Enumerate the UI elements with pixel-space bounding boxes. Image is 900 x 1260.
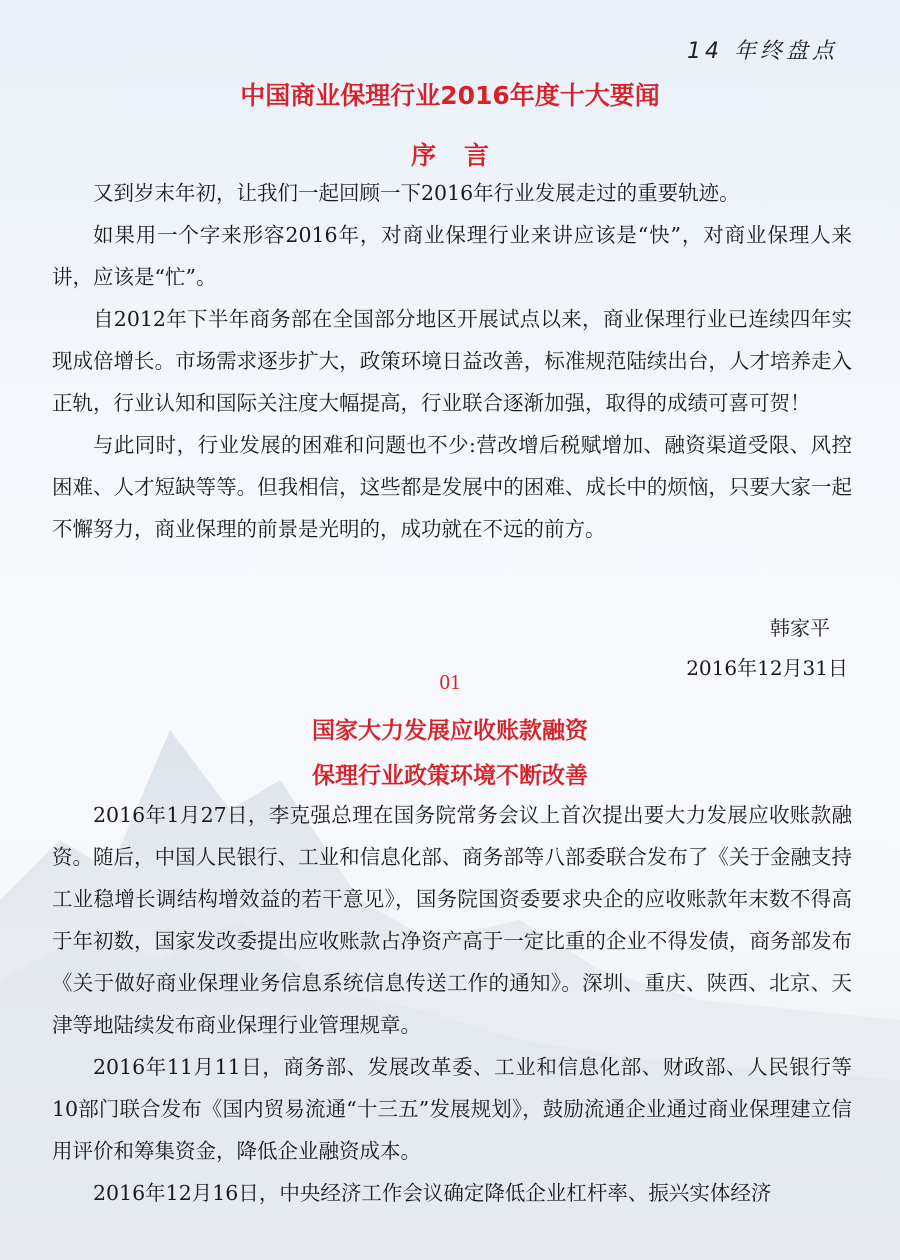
preface-paragraph: 又到岁末年初，让我们一起回顾一下2016年行业发展走过的重要轨迹。 — [93, 181, 740, 205]
preface-heading: 序言 — [410, 141, 517, 170]
section-title-line-1: 国家大力发展应收账款融资 — [312, 717, 588, 744]
preface-paragraph: 如果用一个字来形容2016年，对商业保理行业来讲应该是“快”，对商业保理人来讲，应该是“忙”。 — [52, 223, 852, 289]
section-paragraph: 2016年12月16日，中央经济工作会议确定降低企业杠杆率、振兴实体经济 — [93, 1181, 772, 1205]
page-title: 中国商业保理行业2016年度十大要闻 — [240, 81, 660, 110]
section-paragraph: 2016年1月27日，李克强总理在国务院常务会议上首次提出要大力发展应收账款融资。随后，中国人民银行、工业和信息化部、商务部等八部委联合发布了《关于金融支持工业稳增长调结构增效益的若干意见》，国务院国资委要求央企的应收账款年末数不得高于年初数，国家发改委提出应收账款占净资产高于一定比重的企业不得发债，商务部发布《关于做好商业保理业务信息系统信息传送工作的通知》。深圳、重庆、陕西、北京、天津等地陆续发布商业保理行业管理规章。 — [52, 803, 852, 1037]
preface-paragraph: 与此同时，行业发展的困难和问题也不少:营改增后税赋增加、融资渠道受限、风控困难、人才短缺等等。但我相信，这些都是发展中的困难、成长中的烦恼，只要大家一起不懈努力，商业保理的前景是光明的，成功就在不远的前方。 — [52, 433, 852, 541]
year-end-review-tag: 14 年终盘点 — [687, 39, 838, 64]
preface-body — [52, 172, 852, 550]
section-1-body — [52, 794, 852, 1214]
preface-author: 韩家平 — [770, 616, 830, 640]
section-paragraph: 2016年11月11日，商务部、发展改革委、工业和信息化部、财政部、人民银行等10部门联合发布《国内贸易流通“十三五”发展规划》，鼓励流通企业通过商业保理建立信用评价和筹集资金，降低企业融资成本。 — [52, 1055, 852, 1163]
preface-date: 2016年12月31日 — [686, 656, 848, 680]
section-title-line-2: 保理行业政策环境不断改善 — [312, 762, 588, 789]
section-number: 01 — [439, 670, 461, 694]
preface-paragraph: 自2012年下半年商务部在全国部分地区开展试点以来，商业保理行业已连续四年实现成倍增长。市场需求逐步扩大，政策环境日益改善，标准规范陆续出台，人才培养走入正轨，行业认知和国际关注度大幅提高，行业联合逐渐加强，取得的成绩可喜可贺！ — [52, 307, 852, 415]
